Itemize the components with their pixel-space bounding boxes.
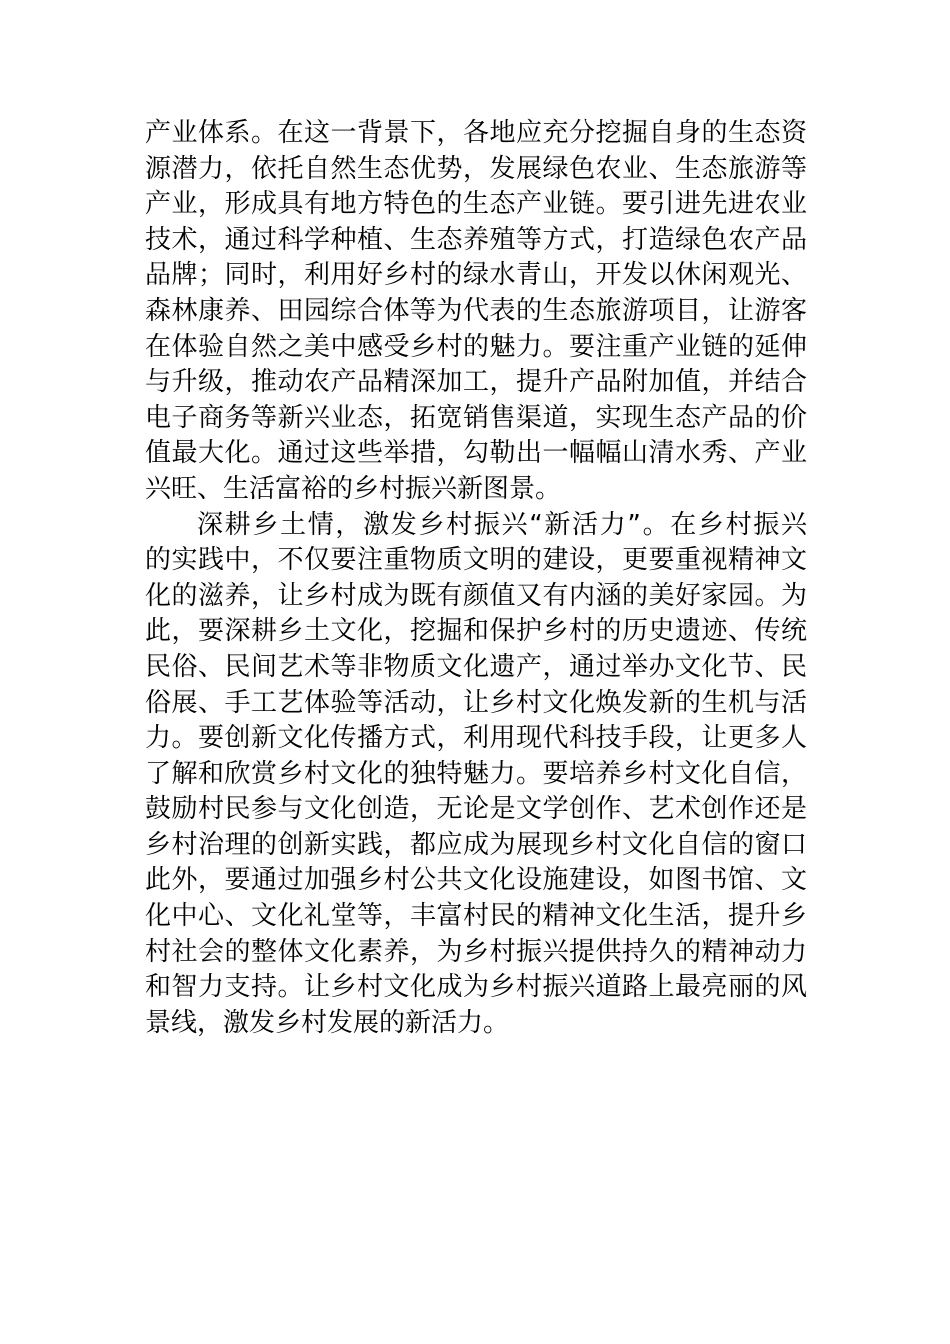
text-line: 此外，要通过加强乡村公共文化设施建设，如图书馆、文 xyxy=(145,865,807,896)
text-line: 乡村治理的创新实践，都应成为展现乡村文化自信的窗口 xyxy=(145,829,807,860)
text-line: 品牌；同时，利用好乡村的绿水青山，开发以休闲观光、 xyxy=(145,260,807,291)
text-line: 源潜力，依托自然生态优势，发展绿色农业、生态旅游等 xyxy=(145,153,807,184)
text-line: 产业体系。在这一背景下，各地应充分挖掘自身的生态资 xyxy=(145,118,807,148)
text-line: 鼓励村民参与文化创造，无论是文学创作、艺术创作还是 xyxy=(145,794,807,825)
text-line: 兴旺、生活富裕的乡村振兴新图景。 xyxy=(145,473,562,504)
text-line: 和智力支持。让乡村文化成为乡村振兴道路上最亮丽的风 xyxy=(145,972,807,1003)
paragraph-ecological-industry xyxy=(145,116,807,508)
document-body xyxy=(145,116,807,1041)
text-line: 与升级，推动农产品精深加工，提升产品附加值，并结合 xyxy=(145,367,807,398)
text-line: 的实践中，不仅要注重物质文明的建设，更要重视精神文 xyxy=(145,545,807,576)
paragraph-rural-culture xyxy=(145,508,807,1042)
text-line: 力。要创新文化传播方式，利用现代科技手段，让更多人 xyxy=(145,723,807,754)
text-line: 景线，激发乡村发展的新活力。 xyxy=(145,1007,510,1038)
text-line: 了解和欣赏乡村文化的独特魅力。要培养乡村文化自信， xyxy=(145,758,807,789)
text-line: 化中心、文化礼堂等，丰富村民的精神文化生活，提升乡 xyxy=(145,901,807,932)
text-line: 俗展、手工艺体验等活动，让乡村文化焕发新的生机与活 xyxy=(145,687,807,718)
text-line: 村社会的整体文化素养，为乡村振兴提供持久的精神动力 xyxy=(145,936,807,967)
text-line: 值最大化。通过这些举措，勾勒出一幅幅山清水秀、产业 xyxy=(145,438,807,469)
text-line: 产业，形成具有地方特色的生态产业链。要引进先进农业 xyxy=(145,189,807,220)
text-line: 此，要深耕乡土文化，挖掘和保护乡村的历史遗迹、传统 xyxy=(145,616,807,647)
text-line: 深耕乡土情，激发乡村振兴“新活力”。在乡村振兴 xyxy=(197,509,807,540)
text-line: 化的滋养，让乡村成为既有颜值又有内涵的美好家园。为 xyxy=(145,580,807,611)
text-line: 技术，通过科学种植、生态养殖等方式，打造绿色农产品 xyxy=(145,224,807,255)
text-line: 在体验自然之美中感受乡村的魅力。要注重产业链的延伸 xyxy=(145,331,807,362)
text-line: 森林康养、田园综合体等为代表的生态旅游项目，让游客 xyxy=(145,295,807,326)
text-line: 电子商务等新兴业态，拓宽销售渠道，实现生态产品的价 xyxy=(145,402,807,433)
text-line: 民俗、民间艺术等非物质文化遗产，通过举办文化节、民 xyxy=(145,651,807,682)
